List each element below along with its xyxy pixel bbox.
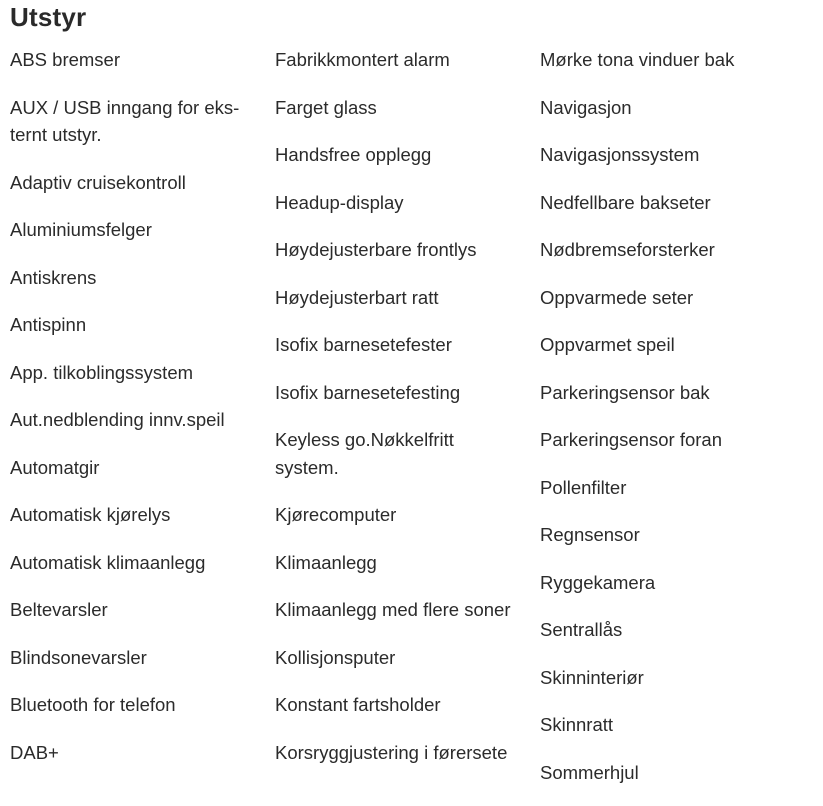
section-title: Utstyr xyxy=(10,2,87,32)
equipment-item: Aut.nedblending innv.speil xyxy=(10,409,225,430)
equipment-item: Høydejusterbart ratt xyxy=(275,286,439,308)
equipment-item: Antispinn xyxy=(10,314,87,335)
equipment-item: Oppvarmet speil xyxy=(540,334,675,355)
equipment-item: Adaptiv cruisekontroll xyxy=(10,171,186,193)
equipment-column-1 xyxy=(10,46,275,806)
equipment-item: DAB+ xyxy=(10,741,59,763)
equipment-item: Oppvarmede seter xyxy=(540,286,694,308)
equipment-item: ABS bremser xyxy=(10,49,121,70)
equipment-item: Antiskrens xyxy=(10,266,97,288)
equipment-item: Nødbremseforsterker xyxy=(540,239,715,260)
equipment-item: Ryggekamera xyxy=(540,571,656,593)
equipment-item: Mørke tona vinduer bak xyxy=(540,49,735,70)
equipment-item: Blindsonevarsler xyxy=(10,646,147,668)
equipment-item: Pollenfilter xyxy=(540,476,627,498)
equipment-item: Kjørecomputer xyxy=(275,504,397,525)
equipment-item: Klimaanlegg med flere soner xyxy=(275,599,511,620)
equipment-item: App. tilkoblingssystem xyxy=(10,361,194,383)
equipment-column-3 xyxy=(540,46,805,806)
equipment-item: Handsfree opplegg xyxy=(275,144,432,165)
equipment-item: Sommerhjul xyxy=(540,761,639,783)
equipment-item: Automatisk klimaanlegg xyxy=(10,551,206,573)
equipment-item: Skinninteriør xyxy=(540,666,644,688)
equipment-item: Klimaanlegg xyxy=(275,551,377,573)
equipment-item: Fabrikkmontert alarm xyxy=(275,49,450,70)
equipment-item: Regnsensor xyxy=(540,524,640,545)
equipment-item: AUX / USB inngang for eks- ternt utstyr. xyxy=(10,96,240,145)
equipment-item: Aluminiumsfelger xyxy=(10,219,152,240)
equipment-item: Headup-display xyxy=(275,191,404,213)
equipment-item: Konstant fartsholder xyxy=(275,694,441,715)
equipment-item: Høydejusterbare frontlys xyxy=(275,239,477,260)
equipment-item: Beltevarsler xyxy=(10,599,108,620)
equipment-item: Skinnratt xyxy=(540,714,614,735)
equipment-item: Parkeringsensor bak xyxy=(540,381,710,403)
equipment-item: Keyless go.Nøkkelfritt system. xyxy=(275,429,454,478)
equipment-item: Kollisjonsputer xyxy=(275,646,396,668)
equipment-item: Isofix barnesetefesting xyxy=(275,381,461,403)
equipment-item: Automatgir xyxy=(10,456,100,478)
equipment-item: Automatisk kjørelys xyxy=(10,504,171,525)
equipment-columns xyxy=(10,46,805,806)
equipment-item: Bluetooth for telefon xyxy=(10,694,176,715)
equipment-item: Korsryggjustering i førersete xyxy=(275,741,508,763)
equipment-item: Parkeringsensor foran xyxy=(540,429,723,450)
equipment-item: Farget glass xyxy=(275,96,377,118)
equipment-item: Navigasjon xyxy=(540,96,632,118)
equipment-item: Sentrallås xyxy=(540,619,623,640)
equipment-item: Nedfellbare bakseter xyxy=(540,191,711,213)
equipment-column-2 xyxy=(275,46,540,806)
equipment-item: Navigasjonssystem xyxy=(540,144,700,165)
equipment-item: Isofix barnesetefester xyxy=(275,334,452,355)
